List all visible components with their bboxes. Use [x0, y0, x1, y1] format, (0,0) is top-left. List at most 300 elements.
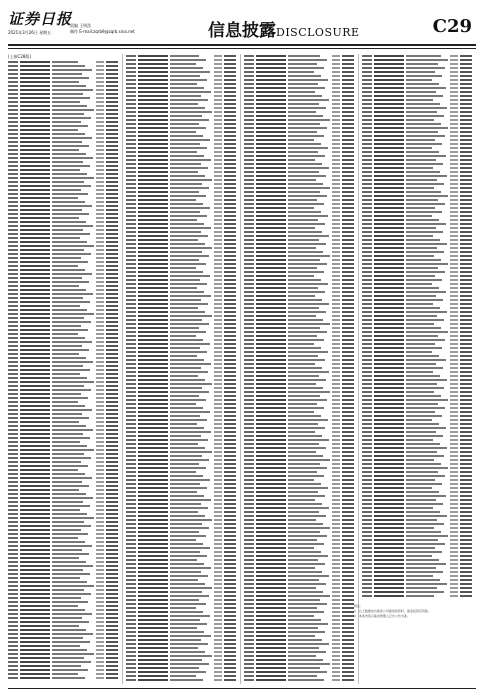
table-cell	[288, 471, 317, 473]
table-cell	[406, 339, 445, 341]
table-cell	[332, 67, 340, 69]
table-cell	[406, 59, 448, 61]
table-cell	[96, 189, 104, 191]
table-cell	[224, 167, 236, 169]
table-cell	[244, 279, 254, 281]
table-cell	[8, 65, 18, 67]
table-cell	[52, 297, 83, 299]
table-cell	[244, 455, 254, 457]
table-cell	[288, 195, 327, 197]
table-cell	[96, 561, 104, 563]
table-cell	[170, 211, 200, 213]
table-cell	[126, 267, 136, 269]
table-cell	[362, 503, 372, 505]
table-cell	[8, 413, 18, 415]
table-cell	[450, 211, 458, 213]
table-cell	[406, 591, 444, 593]
table-cell	[244, 567, 254, 569]
table-cell	[288, 475, 324, 477]
table-cell	[256, 403, 286, 405]
table-cell	[460, 255, 472, 257]
table-cell	[106, 121, 118, 123]
table-cell	[214, 395, 222, 397]
table-cell	[20, 389, 50, 391]
page-number: C29	[432, 16, 472, 37]
table-cell	[332, 403, 340, 405]
table-cell	[106, 357, 118, 359]
table-cell	[52, 157, 93, 159]
table-cell	[214, 327, 222, 329]
table-cell	[20, 569, 50, 571]
table-cell	[362, 119, 372, 121]
table-cell	[106, 653, 118, 655]
table-cell	[256, 623, 286, 625]
table-cell	[52, 365, 83, 367]
table-cell	[288, 271, 324, 273]
table-cell	[406, 583, 447, 585]
table-cell	[96, 209, 104, 211]
table-cell	[170, 423, 197, 425]
table-cell	[170, 419, 207, 421]
table-cell	[138, 511, 168, 513]
table-cell	[224, 443, 236, 445]
table-cell	[460, 491, 472, 493]
masthead: 证券日报	[8, 10, 73, 28]
table-cell	[214, 247, 222, 249]
table-cell	[460, 595, 472, 597]
table-cell	[224, 595, 236, 597]
footnote-item: 1、以上数据来自基金公司提供的资料，基金投资有风险。	[354, 609, 431, 613]
table-cell	[342, 631, 354, 633]
table-cell	[244, 515, 254, 517]
table-cell	[52, 437, 90, 439]
table-cell	[406, 327, 441, 329]
table-cell	[20, 213, 50, 215]
table-cell	[244, 343, 254, 345]
table-cell	[244, 647, 254, 649]
table-cell	[20, 313, 50, 315]
table-cell	[450, 507, 458, 509]
table-cell	[244, 315, 254, 317]
table-cell	[96, 473, 104, 475]
table-cell	[342, 487, 354, 489]
table-cell	[374, 551, 404, 553]
table-cell	[126, 355, 136, 357]
table-cell	[96, 429, 104, 431]
table-cell	[460, 127, 472, 129]
table-cell	[106, 625, 118, 627]
table-cell	[362, 387, 372, 389]
table-cell	[362, 147, 372, 149]
table-cell	[406, 223, 446, 225]
table-cell	[138, 375, 168, 377]
table-cell	[170, 459, 209, 461]
table-cell	[288, 243, 326, 245]
table-cell	[244, 63, 254, 65]
table-cell	[244, 147, 254, 149]
table-cell	[450, 595, 458, 597]
table-cell	[450, 551, 458, 553]
table-cell	[20, 553, 50, 555]
table-cell	[170, 183, 202, 185]
table-cell	[332, 147, 340, 149]
table-cell	[256, 59, 286, 61]
table-cell	[406, 387, 444, 389]
table-cell	[8, 421, 18, 423]
table-cell	[138, 519, 168, 521]
table-cell	[52, 229, 83, 231]
table-cell	[96, 389, 104, 391]
table-cell	[170, 219, 197, 221]
table-cell	[106, 645, 118, 647]
table-cell	[126, 659, 136, 661]
table-cell	[96, 493, 104, 495]
continuation-label: (上接C28版)	[8, 54, 32, 59]
table-cell	[244, 263, 254, 265]
table-cell	[170, 427, 204, 429]
table-cell	[8, 373, 18, 375]
table-cell	[126, 455, 136, 457]
table-cell	[126, 179, 136, 181]
table-cell	[406, 175, 447, 177]
table-cell	[450, 411, 458, 413]
table-cell	[126, 287, 136, 289]
table-cell	[362, 463, 372, 465]
table-cell	[362, 523, 372, 525]
table-cell	[20, 201, 50, 203]
table-cell	[138, 99, 168, 101]
table-cell	[332, 463, 340, 465]
table-cell	[342, 515, 354, 517]
table-cell	[332, 547, 340, 549]
table-cell	[126, 579, 136, 581]
table-cell	[362, 175, 372, 177]
table-cell	[96, 89, 104, 91]
table-cell	[374, 431, 404, 433]
table-cell	[406, 195, 448, 197]
table-cell	[138, 55, 168, 57]
table-cell	[256, 375, 286, 377]
table-cell	[170, 411, 210, 413]
table-cell	[450, 483, 458, 485]
table-cell	[106, 241, 118, 243]
table-cell	[244, 311, 254, 313]
table-cell	[52, 197, 78, 199]
table-cell	[256, 407, 286, 409]
table-cell	[52, 241, 87, 243]
table-cell	[450, 179, 458, 181]
table-cell	[170, 399, 206, 401]
table-cell	[288, 359, 325, 361]
table-cell	[138, 651, 168, 653]
table-cell	[256, 307, 286, 309]
table-cell	[342, 583, 354, 585]
table-cell	[126, 151, 136, 153]
table-cell	[256, 243, 286, 245]
table-cell	[288, 247, 316, 249]
table-cell	[170, 203, 203, 205]
table-cell	[52, 553, 89, 555]
table-cell	[214, 95, 222, 97]
table-cell	[126, 371, 136, 373]
table-cell	[214, 347, 222, 349]
table-cell	[126, 507, 136, 509]
table-cell	[450, 215, 458, 217]
table-cell	[224, 447, 236, 449]
table-cell	[126, 647, 136, 649]
table-cell	[342, 343, 354, 345]
table-cell	[362, 79, 372, 81]
table-cell	[214, 659, 222, 661]
table-cell	[244, 439, 254, 441]
table-cell	[52, 429, 93, 431]
table-cell	[214, 459, 222, 461]
table-cell	[362, 303, 372, 305]
table-cell	[342, 535, 354, 537]
table-cell	[52, 581, 87, 583]
table-cell	[52, 289, 86, 291]
table-cell	[450, 87, 458, 89]
table-cell	[20, 181, 50, 183]
table-cell	[52, 533, 88, 535]
table-cell	[332, 503, 340, 505]
table-cell	[450, 155, 458, 157]
table-cell	[362, 383, 372, 385]
table-cell	[106, 225, 118, 227]
table-cell	[170, 119, 209, 121]
table-cell	[256, 675, 286, 677]
table-cell	[406, 183, 444, 185]
table-cell	[20, 421, 50, 423]
table-cell	[126, 663, 136, 665]
table-cell	[450, 587, 458, 589]
table-cell	[126, 623, 136, 625]
table-cell	[460, 179, 472, 181]
table-cell	[106, 273, 118, 275]
table-cell	[362, 219, 372, 221]
table-cell	[96, 521, 104, 523]
table-cell	[224, 355, 236, 357]
table-cell	[374, 559, 404, 561]
table-cell	[224, 111, 236, 113]
table-cell	[288, 639, 322, 641]
table-cell	[374, 339, 404, 341]
table-cell	[20, 353, 50, 355]
table-cell	[20, 445, 50, 447]
table-cell	[224, 307, 236, 309]
table-cell	[288, 331, 327, 333]
table-cell	[460, 539, 472, 541]
table-cell	[244, 591, 254, 593]
table-cell	[8, 457, 18, 459]
table-cell	[8, 333, 18, 335]
table-cell	[214, 103, 222, 105]
table-cell	[20, 297, 50, 299]
table-cell	[126, 171, 136, 173]
table-cell	[106, 181, 118, 183]
table-cell	[244, 443, 254, 445]
table-cell	[460, 495, 472, 497]
table-cell	[332, 655, 340, 657]
table-cell	[170, 283, 207, 285]
table-cell	[96, 317, 104, 319]
table-cell	[450, 263, 458, 265]
table-cell	[450, 571, 458, 573]
table-cell	[126, 251, 136, 253]
table-cell	[138, 203, 168, 205]
table-cell	[332, 679, 340, 681]
table-cell	[256, 495, 286, 497]
table-cell	[256, 183, 286, 185]
table-cell	[106, 509, 118, 511]
table-cell	[138, 143, 168, 145]
table-cell	[256, 79, 286, 81]
table-cell	[288, 375, 319, 377]
table-cell	[126, 191, 136, 193]
table-cell	[20, 417, 50, 419]
table-cell	[170, 191, 199, 193]
table-cell	[450, 151, 458, 153]
table-cell	[214, 435, 222, 437]
table-cell	[96, 153, 104, 155]
table-cell	[224, 247, 236, 249]
table-cell	[52, 613, 92, 615]
table-cell	[170, 267, 196, 269]
table-cell	[362, 151, 372, 153]
table-cell	[256, 535, 286, 537]
table-cell	[332, 251, 340, 253]
table-cell	[460, 147, 472, 149]
table-cell	[20, 249, 50, 251]
table-cell	[20, 361, 50, 363]
table-cell	[20, 185, 50, 187]
table-cell	[52, 313, 94, 315]
table-cell	[450, 195, 458, 197]
table-cell	[52, 433, 83, 435]
table-cell	[332, 259, 340, 261]
table-cell	[332, 439, 340, 441]
table-cell	[106, 69, 118, 71]
table-cell	[450, 99, 458, 101]
table-cell	[106, 677, 118, 679]
table-cell	[362, 239, 372, 241]
table-cell	[288, 71, 314, 73]
table-cell	[374, 263, 404, 265]
table-cell	[52, 369, 90, 371]
table-cell	[374, 279, 404, 281]
table-cell	[138, 207, 168, 209]
table-cell	[138, 179, 168, 181]
table-cell	[170, 187, 209, 189]
table-cell	[126, 119, 136, 121]
table-cell	[460, 215, 472, 217]
table-cell	[126, 587, 136, 589]
table-cell	[8, 657, 18, 659]
table-cell	[214, 447, 222, 449]
table-cell	[244, 231, 254, 233]
table-cell	[460, 323, 472, 325]
table-cell	[332, 263, 340, 265]
table-cell	[138, 439, 168, 441]
table-cell	[244, 451, 254, 453]
table-cell	[362, 247, 372, 249]
table-cell	[244, 467, 254, 469]
table-cell	[106, 549, 118, 551]
table-cell	[450, 127, 458, 129]
table-cell	[138, 671, 168, 673]
table-cell	[8, 157, 18, 159]
table-cell	[362, 391, 372, 393]
table-cell	[406, 379, 447, 381]
table-cell	[170, 271, 203, 273]
table-cell	[106, 197, 118, 199]
table-cell	[170, 631, 204, 633]
table-cell	[170, 383, 212, 385]
table-cell	[52, 245, 94, 247]
table-cell	[138, 419, 168, 421]
table-cell	[406, 55, 441, 57]
table-cell	[224, 635, 236, 637]
table-cell	[406, 103, 440, 105]
table-cell	[170, 107, 205, 109]
table-cell	[288, 423, 318, 425]
table-cell	[244, 319, 254, 321]
table-cell	[406, 347, 442, 349]
table-cell	[244, 599, 254, 601]
table-cell	[96, 673, 104, 675]
table-cell	[138, 635, 168, 637]
table-cell	[214, 619, 222, 621]
table-cell	[126, 55, 136, 57]
table-cell	[332, 435, 340, 437]
table-cell	[8, 305, 18, 307]
table-cell	[342, 679, 354, 681]
table-cell	[256, 211, 286, 213]
table-cell	[450, 343, 458, 345]
table-cell	[256, 443, 286, 445]
table-cell	[406, 63, 438, 65]
table-cell	[96, 281, 104, 283]
table-cell	[170, 551, 200, 553]
table-cell	[450, 575, 458, 577]
table-cell	[96, 265, 104, 267]
table-cell	[170, 259, 199, 261]
table-cell	[244, 139, 254, 141]
table-cell	[244, 131, 254, 133]
table-cell	[374, 331, 404, 333]
table-cell	[214, 127, 222, 129]
table-cell	[374, 595, 404, 597]
table-cell	[244, 327, 254, 329]
table-cell	[332, 219, 340, 221]
table-cell	[288, 543, 324, 545]
table-cell	[450, 139, 458, 141]
table-cell	[214, 675, 222, 677]
table-cell	[126, 123, 136, 125]
table-cell	[256, 455, 286, 457]
table-cell	[374, 195, 404, 197]
table-cell	[126, 207, 136, 209]
table-cell	[224, 371, 236, 373]
table-cell	[214, 475, 222, 477]
table-cell	[106, 245, 118, 247]
table-cell	[406, 463, 441, 465]
table-cell	[170, 527, 209, 529]
table-cell	[450, 227, 458, 229]
table-cell	[374, 379, 404, 381]
table-cell	[52, 525, 91, 527]
table-cell	[256, 99, 286, 101]
